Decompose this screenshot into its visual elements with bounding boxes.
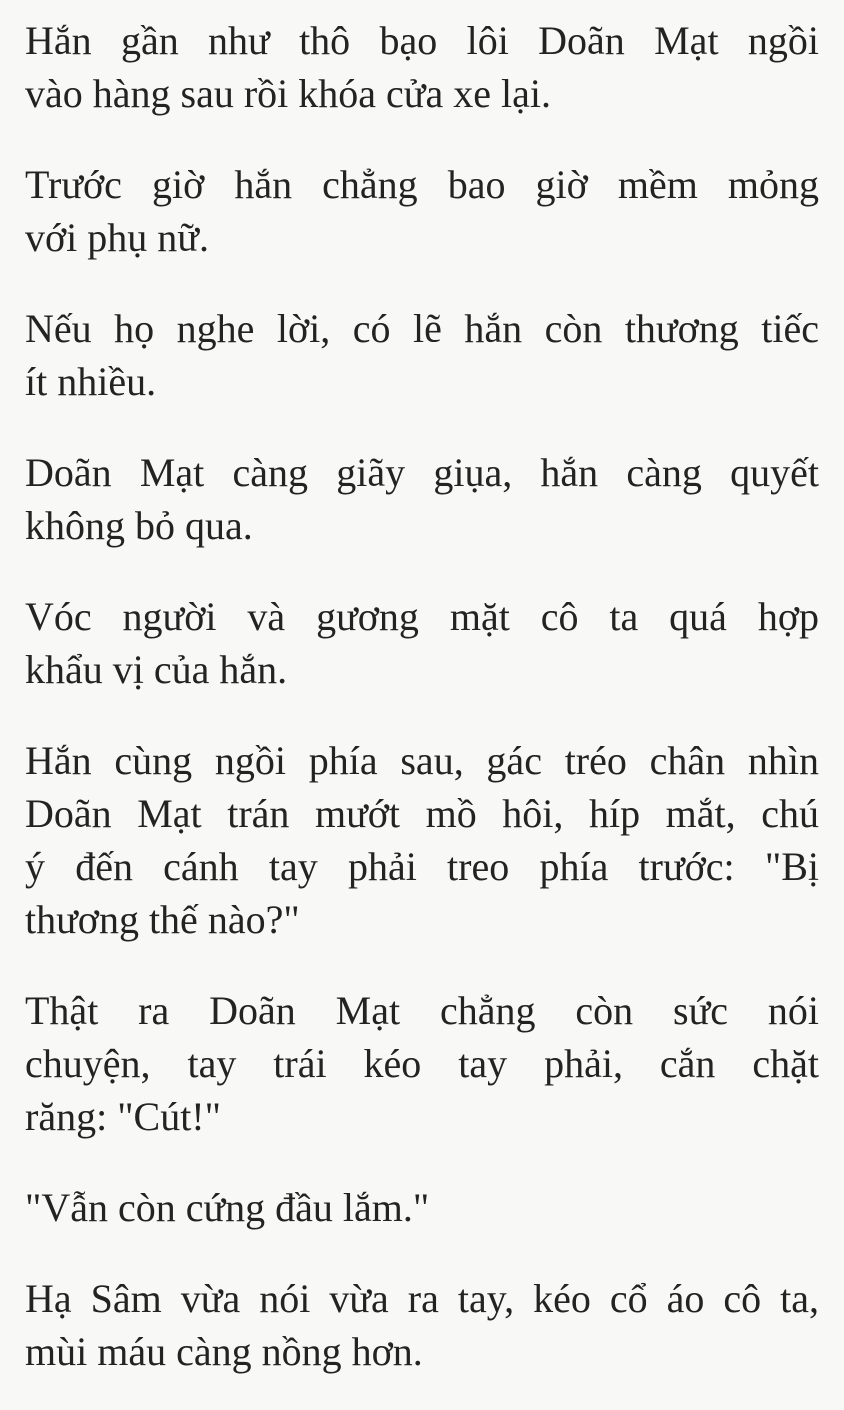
- paragraph: [25, 984, 819, 1143]
- text-line: Nếu họ nghe lời, có lẽ hắn còn thương tiếc: [25, 306, 819, 351]
- paragraph: [25, 14, 819, 120]
- paragraph: [25, 446, 819, 552]
- text-line: Doãn Mạt càng giãy giụa, hắn càng quyết: [25, 450, 819, 495]
- paragraph: [25, 590, 819, 696]
- text-line: vào hàng sau rồi khóa cửa xe lại.: [25, 71, 551, 116]
- text-line: Trước giờ hắn chẳng bao giờ mềm mỏng: [25, 162, 819, 207]
- text-line: thương thế nào?": [25, 897, 300, 942]
- text-line: mùi máu càng nồng hơn.: [25, 1329, 423, 1374]
- paragraph: [25, 302, 819, 408]
- text-line: Hạ Sâm vừa nói vừa ra tay, kéo cổ áo cô ta,: [25, 1276, 819, 1321]
- text-line: không bỏ qua.: [25, 503, 253, 548]
- paragraph: [25, 734, 819, 946]
- text-line: "Vẫn còn cứng đầu lắm.": [25, 1185, 430, 1230]
- text-line: Vóc người và gương mặt cô ta quá hợp: [25, 594, 819, 639]
- paragraph: [25, 158, 819, 264]
- text-line: khẩu vị của hắn.: [25, 647, 288, 692]
- text-line: ý đến cánh tay phải treo phía trước: "Bị: [25, 844, 819, 889]
- text-line: với phụ nữ.: [25, 215, 209, 260]
- text-line: răng: "Cút!": [25, 1094, 221, 1139]
- text-line: Thật ra Doãn Mạt chẳng còn sức nói: [25, 988, 819, 1033]
- paragraph: [25, 1181, 819, 1234]
- text-line: Hắn cùng ngồi phía sau, gác tréo chân nhìn: [25, 738, 819, 783]
- text-line: Hắn gần như thô bạo lôi Doãn Mạt ngồi: [25, 18, 819, 63]
- text-line: ít nhiều.: [25, 359, 157, 404]
- text-line: Doãn Mạt trán mướt mồ hôi, híp mắt, chú: [25, 791, 819, 836]
- text-line: chuyện, tay trái kéo tay phải, cắn chặt: [25, 1041, 819, 1086]
- paragraph: [25, 1272, 819, 1378]
